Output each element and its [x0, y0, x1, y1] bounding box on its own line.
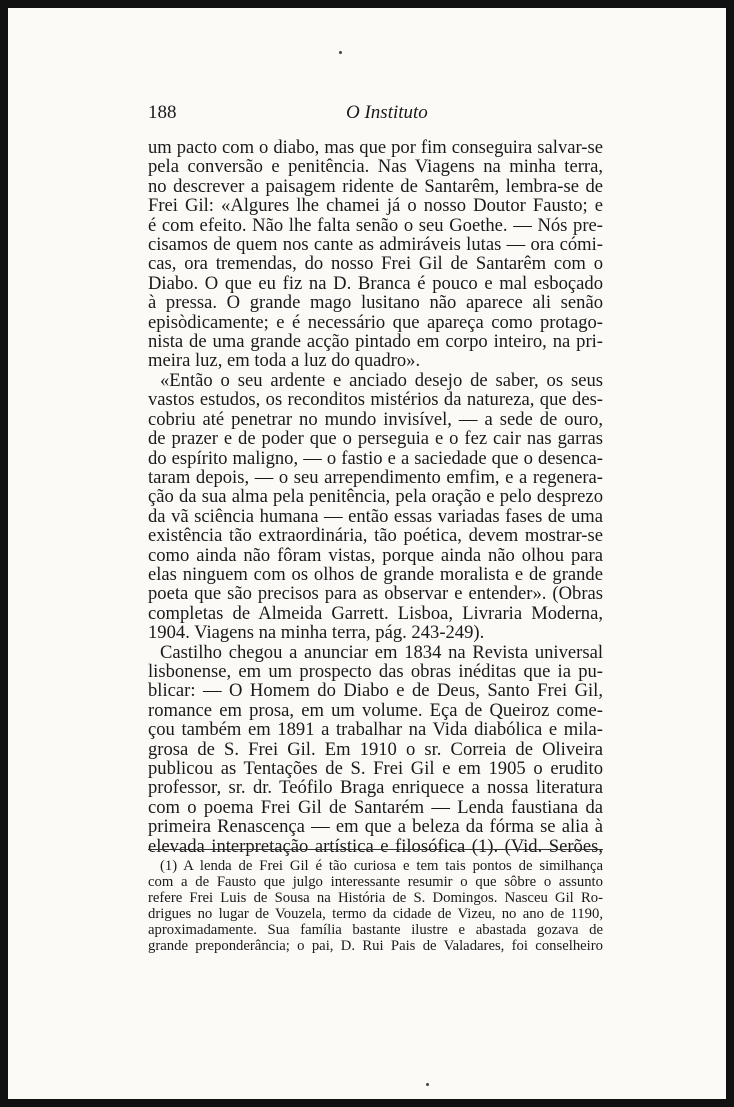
footnote-line: aproximadamente. Sua família bastante ilustre e abastada gozava de — [148, 922, 603, 938]
text-line: nista de uma grande acção pintado em corpo inteiro, na pri- — [148, 331, 603, 353]
text-line: primeira Renascença — em que a beleza da fórma se alia à — [148, 816, 603, 838]
text-line: cisamos de quem nos cante as admiráveis lutas — ora cómi- — [148, 234, 603, 256]
footnote-line: grande preponderância; o pai, D. Rui Pais de Valadares, foi conselheiro — [148, 938, 603, 954]
text-line: existência tão extraordinária, tão poética, devem mostrar-se — [148, 525, 603, 547]
footnote-line: drigues no lugar de Vouzela, termo da cidade de Vizeu, no ano de 1190, — [148, 906, 603, 922]
page-header — [148, 102, 600, 126]
footnote-line: com a de Fausto que julgo interessante resumir o que sôbre o assunto — [148, 874, 603, 890]
text-line: da vã sciência humana — então essas variadas fases de uma — [148, 505, 603, 527]
text-line: elas ninguem com os olhos de grande moralista e de grande — [148, 563, 603, 585]
text-line: romance em prosa, em um volume. Eça de Queiroz come- — [148, 699, 603, 721]
text-line: episòdicamente; e é necessário que apareça como protago- — [148, 311, 603, 333]
print-speck — [339, 51, 342, 54]
text-line: grosa de S. Frei Gil. Em 1910 o sr. Correia de Oliveira — [148, 738, 603, 760]
text-line: Frei Gil: «Algures lhe chamei já o nosso Doutor Fausto; e — [148, 195, 603, 217]
text-line: Castilho chegou a anunciar em 1834 na Revista universal — [160, 641, 603, 663]
text-line: no descrever a paisagem ridente de Santarêm, lembra-se de — [148, 175, 603, 197]
body-text — [148, 138, 603, 856]
text-line: Diabo. O que eu fiz na D. Branca é pouco e mal esboçado — [148, 272, 603, 294]
text-line: de prazer e de poder que o perseguia e o fez cair nas garras — [148, 428, 603, 450]
text-line: taram depois, — o seu arrependimento emfim, e a regenera- — [148, 466, 603, 488]
text-line: pela conversão e penitência. Nas Viagens na minha terra, — [148, 156, 603, 178]
footnote-separator — [148, 849, 603, 850]
print-speck — [426, 1083, 429, 1086]
text-line: publicou as Tentações de S. Frei Gil e em 1905 o erudito — [148, 758, 603, 779]
text-line: como ainda não fôram vistas, porque ainda não olhou para — [148, 544, 603, 566]
book-page — [8, 8, 726, 1099]
text-line: cobriu até penetrar no mundo invisível, — a sede de ouro, — [148, 408, 603, 430]
text-line: à pressa. O grande mago lusitano não aparece ali senão — [148, 292, 603, 314]
text-line: vastos estudos, os reconditos mistérios da natureza, que des- — [148, 389, 603, 411]
text-line: com o poema Frei Gil de Santarém — Lenda faustiana da — [148, 796, 603, 818]
text-line: meira luz, em toda a luz do quadro». — [148, 350, 421, 372]
footnote-line: (1) A lenda de Frei Gil é tão curiosa e tem tais pontos de similhança — [160, 858, 603, 874]
running-title: O Instituto — [346, 102, 428, 123]
footnotes — [148, 858, 603, 954]
text-line: 1904. Viagens na minha terra, pág. 243-249). — [148, 622, 485, 644]
page-number: 188 — [148, 102, 177, 123]
text-line: um pacto com o diabo, mas que por fim conseguira salvar-se — [148, 137, 603, 158]
text-line: é com efeito. Não lhe falta senão o seu Goethe. — Nós pre- — [148, 214, 603, 236]
text-line: poeta que são precisos para as observar e entender». (Obras — [148, 583, 603, 605]
text-line: blicar: — O Homem do Diabo e de Deus, Santo Frei Gil, — [148, 680, 603, 702]
text-line: completas de Almeida Garrett. Lisboa, Livraria Moderna, — [148, 602, 603, 624]
text-line: cas, ora tremendas, do nosso Frei Gil de Santarêm com o — [148, 253, 603, 275]
footnote-line: refere Frei Luis de Sousa na História de S. Domingos. Nasceu Gil Ro- — [148, 890, 603, 906]
text-line: do espírito maligno, — o fastio e a saciedade que o desenca- — [148, 447, 603, 469]
text-line: çou também em 1891 a trabalhar na Vida diabólica e mila- — [148, 719, 603, 741]
text-line: professor, sr. dr. Teófilo Braga enriquece a nossa literatura — [148, 777, 603, 799]
text-line: elevada interpretação artística e filosófica (1). (Vid. Serões, — [148, 835, 603, 857]
text-line: «Então o seu ardente e anciado desejo de saber, os seus — [160, 369, 603, 391]
text-line: ção da sua alma pela penitência, pela oração e pelo desprezo — [148, 486, 603, 508]
text-line: lisbonense, em um prospecto das obras inéditas que ia pu- — [148, 660, 603, 682]
